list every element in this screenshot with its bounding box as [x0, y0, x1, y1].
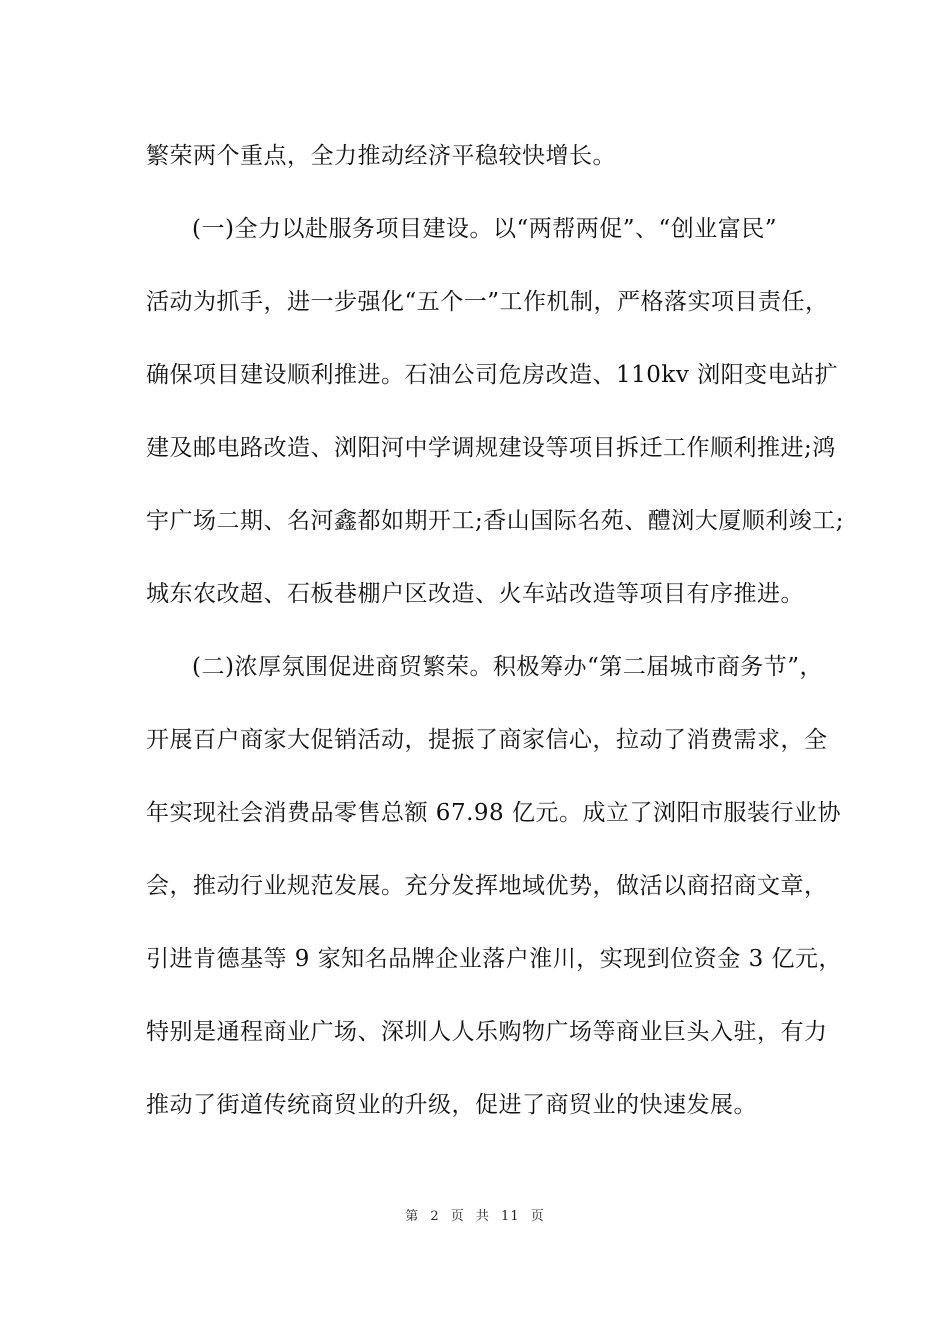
paragraph-line: (二)浓厚氛围促进商贸繁荣。积极筹办“第二届城市商务节”，	[192, 654, 823, 680]
paragraph-line: 年实现社会消费品零售总额 67.98 亿元。成立了浏阳市服装行业协	[146, 800, 841, 826]
page-number-footer: 第 2 页 共 11 页	[405, 1209, 545, 1224]
paragraph-line: 繁荣两个重点，全力推动经济平稳较快增长。	[146, 143, 616, 169]
paragraph-line: 特别是通程商业广场、深圳人人乐购物广场等商业巨头入驻，有力	[146, 1019, 828, 1045]
paragraph-line: 宇广场二期、名河鑫都如期开工;香山国际名苑、醴浏大厦顺利竣工;	[146, 508, 844, 534]
paragraph-line: 引进肯德基等 9 家知名品牌企业落户淮川，实现到位资金 3 亿元，	[146, 946, 843, 972]
paragraph-line: 活动为抓手，进一步强化“五个一”工作机制，严格落实项目责任，	[146, 289, 829, 315]
paragraph-line: (一)全力以赴服务项目建设。以“两帮两促”、“创业富民”	[192, 216, 777, 242]
paragraph-line: 开展百户商家大促销活动，提振了商家信心，拉动了消费需求，全	[146, 727, 828, 753]
paragraph-line: 推动了街道传统商贸业的升级，促进了商贸业的快速发展。	[146, 1092, 757, 1118]
paragraph-line: 城东农改超、石板巷棚户区改造、火车站改造等项目有序推进。	[146, 581, 804, 607]
paragraph-line: 建及邮电路改造、浏阳河中学调规建设等项目拆迁工作顺利推进;鸿	[146, 435, 836, 461]
paragraph-line: 会，推动行业规范发展。充分发挥地域优势，做活以商招商文章，	[146, 873, 828, 899]
paragraph-line: 确保项目建设顺利推进。石油公司危房改造、110kv 浏阳变电站扩	[146, 362, 839, 388]
